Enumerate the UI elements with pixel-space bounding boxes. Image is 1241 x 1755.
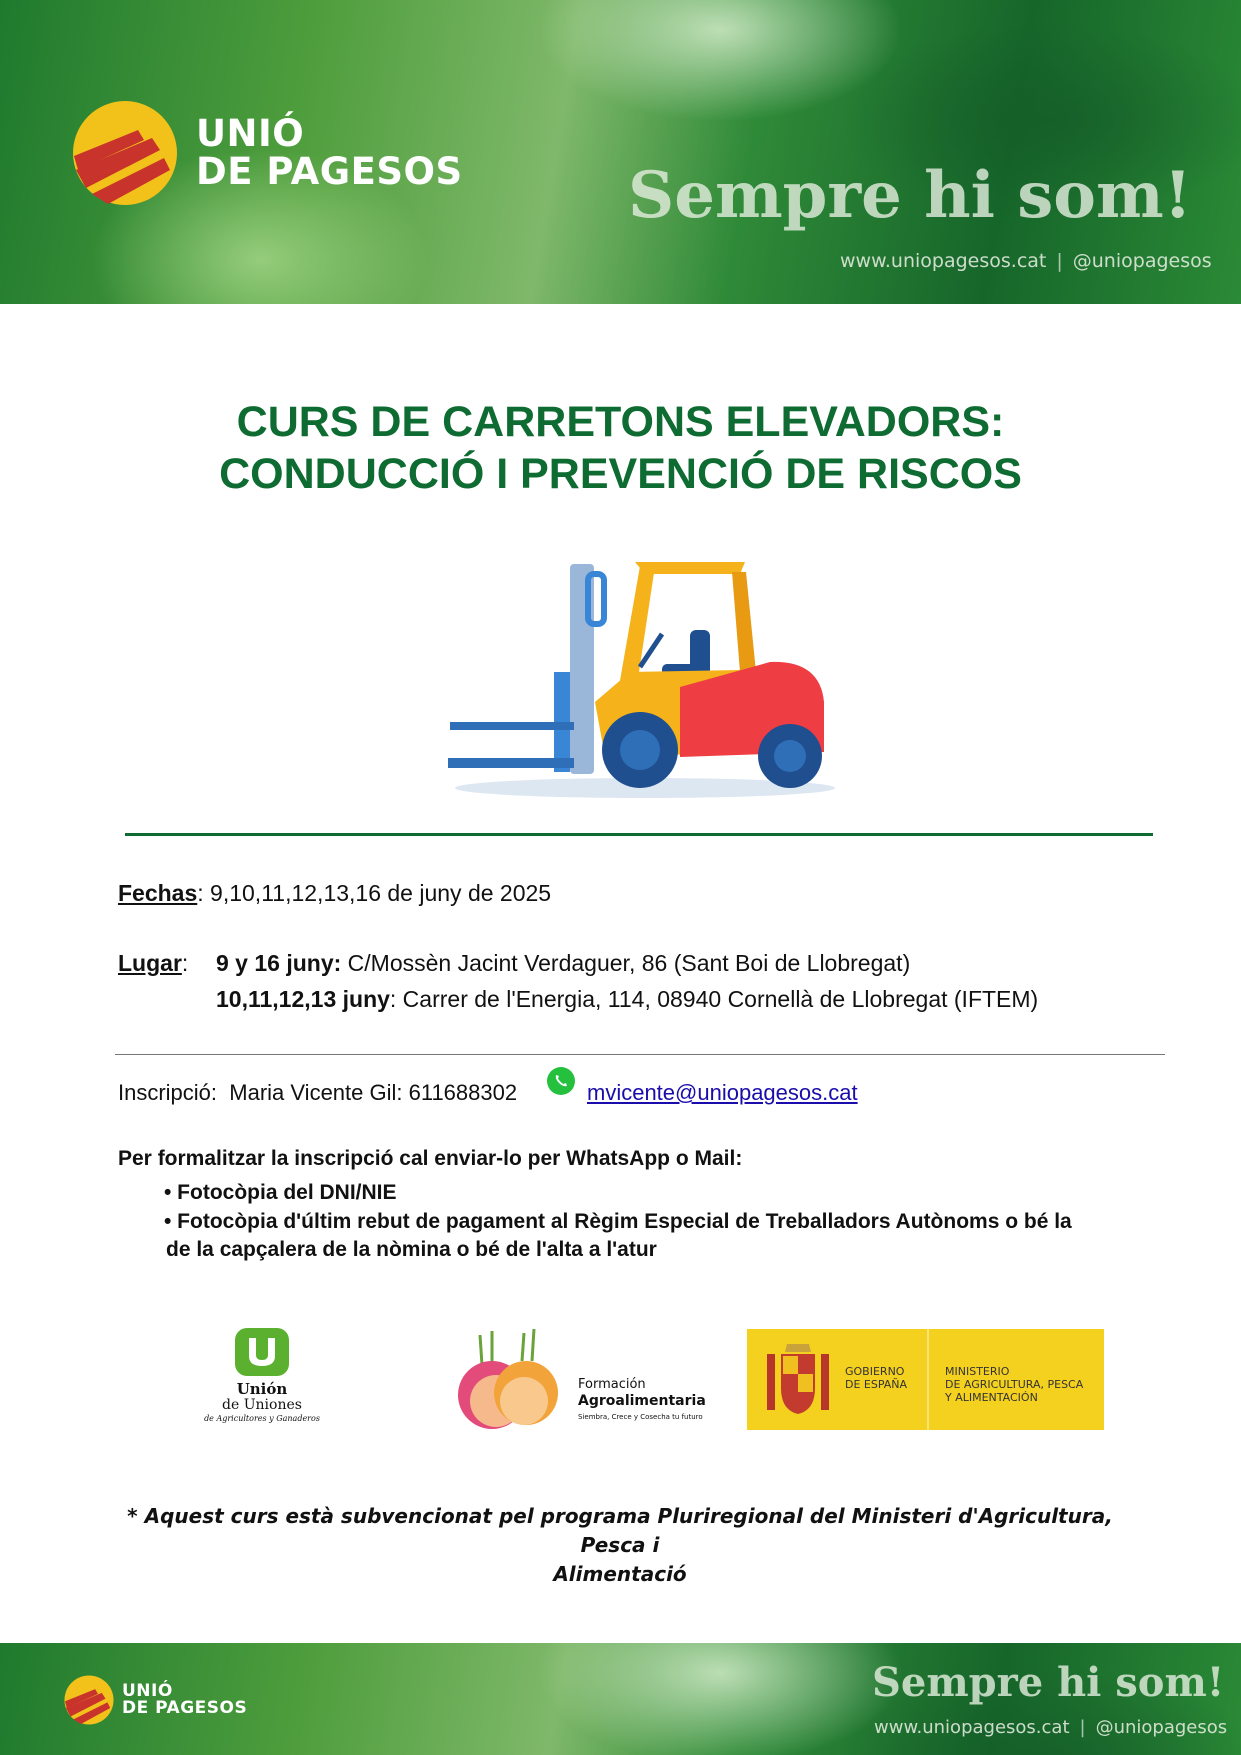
website-link[interactable]: www.uniopagesos.cat — [840, 250, 1047, 272]
gobierno-text — [845, 1365, 907, 1391]
place-colon: : — [181, 950, 189, 976]
union-line2: de Uniones — [222, 1397, 302, 1413]
registration-email-link[interactable]: mvicente@uniopagesos.cat — [587, 1080, 858, 1105]
place-location-2 — [216, 986, 1038, 1013]
green-divider — [125, 833, 1153, 836]
registration-line — [118, 1080, 517, 1106]
location2-dates: 10,11,12,13 juny — [216, 986, 390, 1012]
dates-label: Fechas — [118, 880, 198, 906]
requirement-item-1: • Fotocòpia del DNI/NIE — [164, 1181, 397, 1204]
dates-line — [118, 880, 551, 907]
requirement-item-2-line1: • Fotocòpia d'últim rebut de pagament al Règim Especial de Treballadors Autònoms o bé la — [164, 1210, 1072, 1233]
union-u-icon — [235, 1328, 289, 1376]
gray-divider — [115, 1054, 1165, 1055]
note-line2: Alimentació — [553, 1562, 687, 1586]
footer-banner — [0, 1643, 1241, 1755]
union-line1: Unión — [236, 1380, 288, 1398]
faces-icon — [452, 1325, 562, 1435]
requirements-intro: Per formalitzar la inscripció cal enviar-lo per WhatsApp o Mail: — [118, 1147, 743, 1170]
min-line2: DE AGRICULTURA, PESCA — [945, 1378, 1084, 1391]
social-handle: @uniopagesos — [1072, 250, 1212, 272]
place-line-1 — [118, 950, 188, 977]
whatsapp-icon — [547, 1067, 575, 1095]
ministerio-divider — [927, 1329, 929, 1430]
footer-logo — [64, 1675, 247, 1725]
logo-emblem-icon — [72, 100, 178, 206]
title-line2: CONDUCCIÓ I PREVENCIÓ DE RISCOS — [219, 450, 1022, 498]
place-label: Lugar — [118, 950, 182, 976]
gob-line2: DE ESPAÑA — [845, 1378, 908, 1391]
footer-website-link[interactable]: www.uniopagesos.cat — [874, 1717, 1070, 1738]
coat-of-arms-icon — [763, 1340, 833, 1420]
unio-de-pagesos-logo — [72, 100, 463, 206]
header-banner — [0, 0, 1241, 304]
gob-line1: GOBIERNO — [845, 1365, 905, 1378]
formacion-line3: Siembra, Crece y Cosecha tu futuro — [578, 1413, 703, 1421]
title-line1: CURS DE CARRETONS ELEVADORS: — [236, 398, 1005, 446]
min-line3: Y ALIMENTACIÓN — [945, 1391, 1038, 1404]
registration-label: Inscripció: — [118, 1080, 218, 1105]
slogan: Sempre hi som! — [628, 158, 1192, 233]
requirement-item-2-line2: de la capçalera de la nòmina o bé de l'alta a l'atur — [166, 1238, 657, 1261]
subsidy-note — [120, 1502, 1120, 1589]
gobierno-ministerio-logo — [747, 1329, 1104, 1430]
footer-social-handle: @uniopagesos — [1095, 1717, 1228, 1738]
registration-contact: Maria Vicente Gil: 611688302 — [229, 1080, 518, 1105]
location1-address: C/Mossèn Jacint Verdaguer, 86 (Sant Boi de Llobregat) — [341, 950, 911, 976]
logo-line1: UNIÓ — [196, 112, 305, 156]
formacion-line1: Formación — [578, 1377, 646, 1392]
ministerio-text — [945, 1365, 1083, 1404]
footer-slogan: Sempre hi som! — [872, 1659, 1225, 1706]
footer-logo-line1: UNIÓ — [122, 1680, 173, 1701]
footer-separator: | — [1079, 1717, 1086, 1738]
location2-address: : Carrer de l'Energia, 114, 08940 Cornellà de Llobregat (IFTEM) — [389, 986, 1039, 1012]
formacion-agroalimentaria-logo — [452, 1325, 712, 1435]
note-line1: * Aquest curs està subvencionat pel programa Pluriregional del Ministeri d'Agricultura, Pesca i — [127, 1504, 1113, 1557]
union-de-uniones-logo — [196, 1328, 328, 1424]
separator: | — [1056, 250, 1063, 272]
header-web-line — [840, 250, 1212, 272]
union-line3: de Agricultores y Ganaderos — [204, 1414, 320, 1423]
place-location-1 — [216, 950, 910, 977]
location1-dates: 9 y 16 juny: — [216, 950, 342, 976]
logo-line2: DE PAGESOS — [196, 150, 463, 193]
formacion-line2: Agroalimentaria — [578, 1393, 706, 1409]
min-line1: MINISTERIO — [945, 1365, 1010, 1378]
dates-value: : 9,10,11,12,13,16 de juny de 2025 — [197, 880, 552, 906]
footer-logo-emblem-icon — [64, 1675, 114, 1725]
forklift-illustration — [440, 552, 840, 802]
course-title — [0, 396, 1241, 500]
footer-logo-line2: DE PAGESOS — [122, 1698, 248, 1718]
footer-web-line — [874, 1717, 1227, 1738]
